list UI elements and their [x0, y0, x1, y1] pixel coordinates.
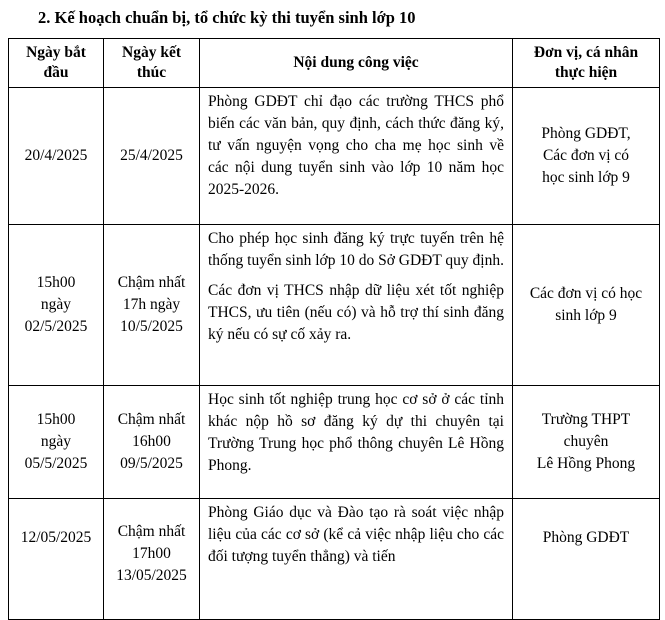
end-date-cell: Chậm nhất 16h00 09/5/2025: [104, 386, 200, 499]
task-cell: Cho phép học sinh đăng ký trực tuyến trên hệ thống tuyển sinh lớp 10 do Sở GDĐT quy định. Các đơn vị THCS nhập dữ liệu xét tốt nghiệp THCS, ưu tiên (nếu có) và hỗ trợ thí sinh đăng ký nếu có sự cố xảy ra.: [200, 225, 513, 386]
start-date-cell: 12/05/2025: [9, 499, 104, 620]
header-end-date: Ngày kết thúc: [104, 39, 200, 88]
end-date-cell: 25/4/2025: [104, 88, 200, 225]
start-date-cell: 15h00 ngày 02/5/2025: [9, 225, 104, 386]
schedule-table: [8, 38, 660, 620]
end-date-cell: Chậm nhất 17h ngày 10/5/2025: [104, 225, 200, 386]
unit-cell: Phòng GDĐT: [513, 499, 660, 620]
table-row: [9, 499, 660, 620]
table-row: [9, 88, 660, 225]
unit-cell: Trường THPT chuyên Lê Hồng Phong: [513, 386, 660, 499]
end-date-cell: Chậm nhất 17h00 13/05/2025: [104, 499, 200, 620]
task-cell: Phòng Giáo dục và Đào tạo rà soát việc nhập liệu của các cơ sở (kể cả việc nhập liệu cho các đối tượng tuyển thẳng) và tiến: [200, 499, 513, 620]
table-header-row: [9, 39, 660, 88]
start-date-cell: 20/4/2025: [9, 88, 104, 225]
header-task: Nội dung công việc: [200, 39, 513, 88]
section-title: 2. Kế hoạch chuẩn bị, tổ chức kỳ thi tuyển sinh lớp 10: [38, 8, 416, 27]
start-date-cell: 15h00 ngày 05/5/2025: [9, 386, 104, 499]
table-row: [9, 225, 660, 386]
task-cell: Học sinh tốt nghiệp trung học cơ sở ở các tỉnh khác nộp hồ sơ đăng ký dự thi chuyên tại Trường Trung học phổ thông chuyên Lê Hồng Phong.: [200, 386, 513, 499]
header-unit: Đơn vị, cá nhân thực hiện: [513, 39, 660, 88]
unit-cell: Phòng GDĐT, Các đơn vị có học sinh lớp 9: [513, 88, 660, 225]
unit-cell: Các đơn vị có học sinh lớp 9: [513, 225, 660, 386]
header-start-date: Ngày bắt đầu: [9, 39, 104, 88]
task-cell: Phòng GDĐT chỉ đạo các trường THCS phổ biến các văn bản, quy định, cách thức đăng ký, tư vấn nguyện vọng cho cha mẹ học sinh về các nội dung tuyển sinh vào lớp 10 năm học 2025-2026.: [200, 88, 513, 225]
table-row: [9, 386, 660, 499]
